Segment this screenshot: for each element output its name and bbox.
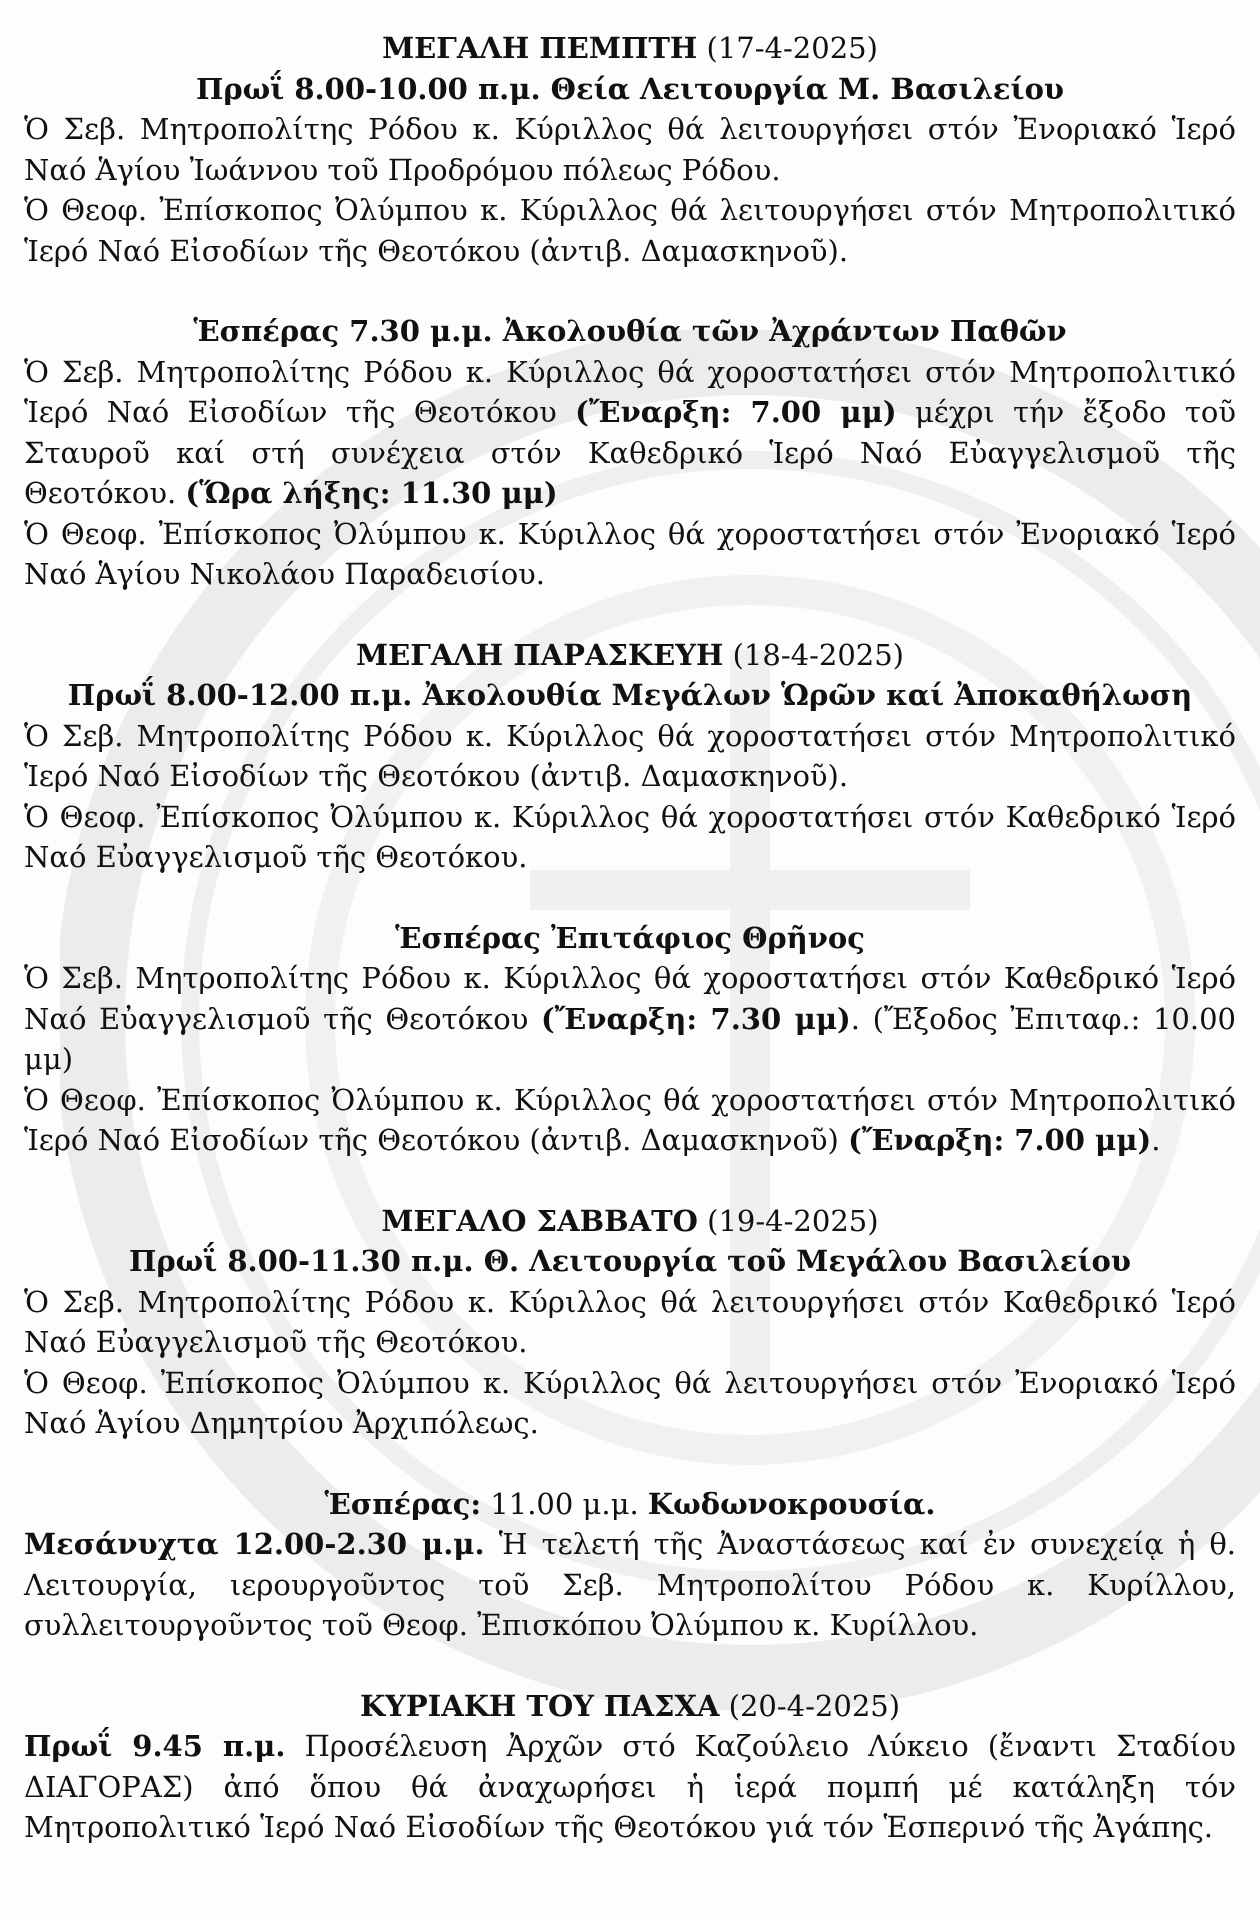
text-run: 11.00 μ.μ.: [481, 1486, 648, 1521]
text-run: . (Ἔξοδος Ἐπιταφ.: 10.00 μμ): [24, 1001, 1236, 1076]
day-name: ΚΥΡΙΑΚΗ ΤΟΥ ΠΑΣΧΑ: [359, 1688, 720, 1723]
day-date: (18-4-2025): [732, 637, 904, 672]
service-time: Πρωΐ 9.45 π.μ.: [24, 1729, 286, 1763]
service-time: Μεσάνυχτα 12.00-2.30 μ.μ.: [24, 1527, 485, 1561]
day-section-holy-saturday: [24, 1201, 1236, 1646]
day-name: ΜΕΓΑΛΗ ΠΕΜΠΤΗ: [382, 31, 698, 65]
text-run: Ἑσπέρας:: [324, 1486, 482, 1521]
day-heading: [24, 28, 1236, 69]
service-title: Ἑσπέρας Ἐπιτάφιος Θρῆνος: [395, 920, 865, 955]
text-run: Ὁ Θεοφ. Ἐπίσκοπος Ὀλύμπου κ. Κύριλλος θά χοροστατήσει στόν Μητροπολιτικό Ἱερό Ναό Εἰσοδίων τῆς Θεοτόκου (ἀντιβ. Δαμασκηνοῦ): [24, 1082, 1236, 1157]
text-run: Προσέλευση Ἀρχῶν στό Καζούλειο Λύκειο (ἔναντι Σταδίου ΔΙΑΓΟΡΑΣ) ἀπό ὅπου θά ἀναχωρήσει ἡ ἱερά πομπή μέ κατάληξη τόν Μητροπολιτικό Ἱερό Ναό Εἰσοδίων τῆς Θεοτόκου γιά τόν Ἑσπερινό τῆς Ἀγάπης.: [24, 1729, 1236, 1844]
day-section-easter-sunday: [24, 1686, 1236, 1848]
end-time: (Ὥρα λήξης: 11.30 μμ): [185, 476, 558, 510]
start-time: (Ἔναρξη: 7.30 μμ): [540, 1001, 851, 1036]
service-paragraph: Ὁ Σεβ. Μητροπολίτης Ρόδου κ. Κύριλλος θά λειτουργήσει στόν Ἐνοριακό Ἱερό Ναό Ἁγίου Ἰωάννου τοῦ Προδρόμου πόλεως Ρόδου.: [24, 112, 1236, 187]
text-run: Ὁ Σεβ. Μητροπολίτης Ρόδου κ. Κύριλλος θά χοροστατήσει στόν Μητροπολιτικό Ἱερό Ναό Εἰσοδίων τῆς Θεοτόκου: [24, 354, 1236, 429]
day-name: ΜΕΓΑΛΟ ΣΑΒΒΑΤΟ: [381, 1203, 698, 1238]
day-name: ΜΕΓΑΛΗ ΠΑΡΑΣΚΕΥΗ: [355, 637, 724, 672]
service-paragraph: Ὁ Σεβ. Μητροπολίτης Ρόδου κ. Κύριλλος θά χοροστατήσει στόν Μητροπολιτικό Ἱερό Ναό Εἰσοδίων τῆς Θεοτόκου (ἀντιβ. Δαμασκηνοῦ).: [24, 718, 1236, 793]
document-body: [24, 28, 1236, 1848]
text-run: Ἡ τελετή τῆς Ἀναστάσεως καί ἐν συνεχείᾳ ἡ θ. Λειτουργία, ιερουργοῦντος τοῦ Σεβ. Μητροπολίτου Ρόδου κ. Κυρίλλου, συλλειτουργοῦντος τοῦ Θεοφ. Ἐπισκόπου Ὀλύμπου κ. Κυρίλλου.: [24, 1527, 1237, 1642]
service-paragraph: Ὁ Σεβ. Μητροπολίτης Ρόδου κ. Κύριλλος θά λειτουργήσει στόν Καθεδρικό Ἱερό Ναό Εὐαγγελισμοῦ τῆς Θεοτόκου.: [24, 1284, 1236, 1359]
start-time: (Ἔναρξη: 7.00 μμ): [575, 395, 897, 429]
service-title: Πρωΐ 8.00-11.30 π.μ. Θ. Λειτουργία τοῦ Μεγάλου Βασιλείου: [128, 1244, 1132, 1278]
service-paragraph: Ὁ Θεοφ. Ἐπίσκοπος Ὀλύμπου κ. Κύριλλος θά χοροστατήσει στόν Ἐνοριακό Ἱερό Ναό Ἁγίου Νικολάου Παραδεισίου.: [24, 516, 1236, 591]
text-run: Κωδωνοκρουσία.: [647, 1486, 936, 1521]
service-paragraph: [24, 1080, 1236, 1161]
start-time: (Ἔναρξη: 7.00 μμ): [848, 1123, 1152, 1157]
day-heading: [24, 1201, 1236, 1242]
text-run: .: [1151, 1123, 1161, 1157]
day-heading: [24, 635, 1236, 676]
day-date: (17-4-2025): [706, 31, 878, 65]
service-title: Ἑσπέρας 7.30 μ.μ. Ἀκολουθία τῶν Ἀχράντων Παθῶν: [193, 314, 1067, 348]
service-title: [24, 1484, 1236, 1525]
service-paragraph: Ὁ Θεοφ. Ἐπίσκοπος Ὀλύμπου κ. Κύριλλος θά λειτουργήσει στόν Ἐνοριακό Ἱερό Ναό Ἁγίου Δημητρίου Ἀρχιπόλεως.: [24, 1365, 1236, 1440]
service-title: Πρωΐ 8.00-10.00 π.μ. Θεία Λειτουργία Μ. Βασιλείου: [195, 71, 1065, 106]
text-run: Ὁ Σεβ. Μητροπολίτης Ρόδου κ. Κύριλλος θά χοροστατήσει στόν Καθεδρικό Ἱερό Ναό Εὐαγγελισμοῦ τῆς Θεοτόκου: [24, 961, 1236, 1036]
service-paragraph: [24, 352, 1236, 514]
service-paragraph: Ὁ Θεοφ. Ἐπίσκοπος Ὀλύμπου κ. Κύριλλος θά χοροστατήσει στόν Καθεδρικό Ἱερό Ναό Εὐαγγελισμοῦ τῆς Θεοτόκου.: [24, 799, 1236, 874]
day-date: (20-4-2025): [728, 1688, 901, 1723]
day-date: (19-4-2025): [707, 1203, 879, 1238]
service-paragraph: [24, 1524, 1236, 1646]
day-heading: [24, 1686, 1236, 1727]
day-section-holy-thursday: [24, 28, 1236, 595]
service-paragraph: [24, 1726, 1236, 1848]
service-title: Πρωΐ 8.00-12.00 π.μ. Ἀκολουθία Μεγάλων Ὡρῶν καί Ἀποκαθήλωση: [67, 678, 1193, 712]
day-section-holy-friday: [24, 635, 1236, 1161]
text-run: μέχρι τήν ἔξοδο τοῦ Σταυροῦ καί στή συνέχεια στόν Καθεδρικό Ἱερό Ναό Εὐαγγελισμοῦ τῆς Θεοτόκου.: [24, 395, 1236, 510]
service-paragraph: Ὁ Θεοφ. Ἐπίσκοπος Ὀλύμπου κ. Κύριλλος θά λειτουργήσει στόν Μητροπολιτικό Ἱερό Ναό Εἰσοδίων τῆς Θεοτόκου (ἀντιβ. Δαμασκηνοῦ).: [24, 193, 1236, 268]
service-paragraph: [24, 958, 1236, 1080]
